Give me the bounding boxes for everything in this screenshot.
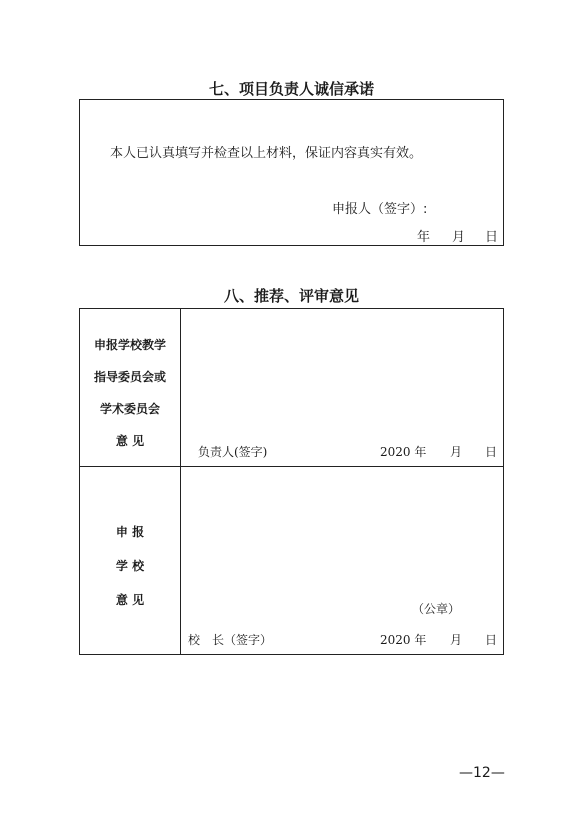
school-label-line-2: 学 校: [115, 559, 145, 573]
committee-label-line-3: 学术委员会: [99, 402, 160, 416]
school-opinion-label: [80, 515, 180, 617]
section-7-title: 七、项目负责人诚信承诺: [208, 80, 374, 98]
section-8-title: 八、推荐、评审意见: [223, 287, 359, 305]
committee-label-line-4: 意 见: [115, 434, 145, 448]
page-number: —12—: [459, 765, 505, 781]
committee-opinion-label: [80, 329, 180, 457]
school-label-line-1: 申 报: [115, 525, 145, 539]
principal-signer-label: 校 长（签字）: [188, 633, 273, 647]
committee-signer-label: 负责人(签字): [198, 445, 268, 459]
commitment-year-label: 年: [417, 230, 431, 245]
school-label-line-3: 意 见: [115, 593, 145, 607]
integrity-commitment-box: [79, 99, 504, 246]
committee-label-line-1: 申报学校教学: [93, 338, 166, 352]
row-divider: [80, 466, 503, 467]
principal-year-label: 2020 年: [380, 633, 427, 647]
committee-label-line-2: 指导委员会或: [93, 370, 166, 384]
column-divider: [180, 309, 181, 654]
committee-month-label: 月: [450, 445, 463, 459]
commitment-month-label: 月: [452, 230, 466, 245]
principal-day-label: 日: [485, 633, 498, 647]
applicant-signature-label: 申报人（签字）:: [332, 202, 428, 217]
principal-month-label: 月: [450, 633, 463, 647]
official-seal-label: （公章）: [412, 602, 461, 616]
committee-year-label: 2020 年: [380, 445, 427, 459]
commitment-day-label: 日: [485, 230, 499, 245]
committee-day-label: 日: [485, 445, 498, 459]
review-opinion-table: [79, 308, 504, 655]
commitment-statement: 本人已认真填写并检查以上材料，保证内容真实有效。: [110, 146, 423, 161]
